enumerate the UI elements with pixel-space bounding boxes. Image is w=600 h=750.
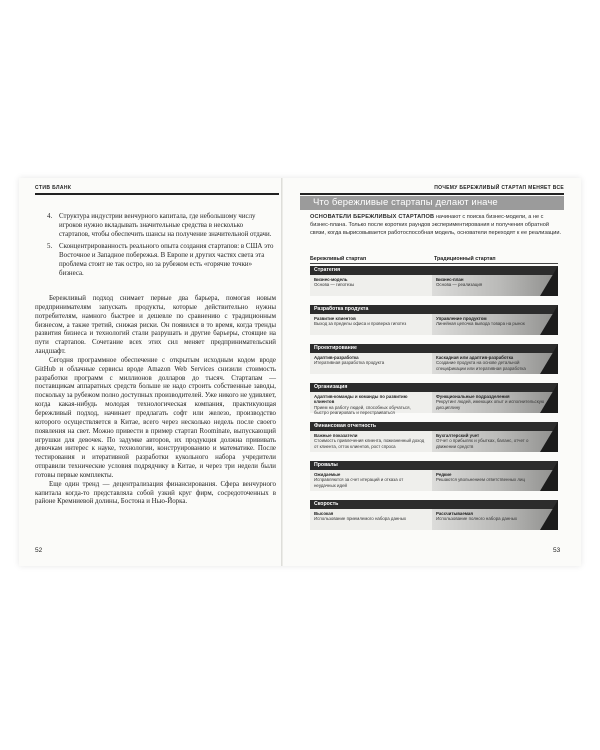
category-label: Провалы	[314, 462, 338, 469]
traditional-cell-text: Линейная цепочка вывода товара на рынок	[436, 321, 525, 327]
lean-cell	[310, 509, 432, 530]
traditional-cell-text: Создание продукта на основе детальной спецификации или итеративная разработка	[436, 360, 526, 371]
lean-cell	[310, 353, 432, 374]
traditional-cell-heading: Управление продуктом	[436, 316, 487, 321]
category-label: Стратегия	[314, 267, 341, 274]
row-corner-notch	[540, 383, 558, 413]
paragraph: Сегодня программное обеспечение с открытым исходным кодом вроде GitHub и облачные сервисы вроде Amazon Web Services снизили стоимость разработки программ с миллионов долларов до тысяч. Стартапам — поставщикам аппаратных средств больше не надо строить собственные заводы, поскольку за рубежом полно доступных производителей. Уже никого не удивляет, когда какая-нибудь молодая технологическая компания, практикующая бережливый подход, начинает предлагать софт или железо, производство которого осуществляется в Китае, всего через несколько недель после своего появления на свет. Можно привести в пример стартап Roominate, выпускающий игрушки для девочек. По задумке авторов, их продукция должна прививать девочкам интерес к науке, технологии, конструированию и математике. После тестирования и итеративной разработки кукольного набора учредители отправили технические условия подрядчику в Китае, и через три недели были готовы первые комплекты.	[35, 356, 276, 479]
traditional-cell-text: Основа — реализация	[436, 282, 483, 288]
category-bar	[310, 461, 558, 470]
category-bar	[310, 344, 558, 353]
left-header-rule	[35, 193, 279, 195]
lean-cell-heading: Развитие клиентов	[314, 316, 356, 321]
lean-cell	[310, 392, 432, 413]
category-label: Финансовая отчетность	[314, 423, 377, 430]
row-corner-notch	[540, 500, 558, 530]
lean-cell-heading: Адаптив-команды и команды по развитию клиентов	[314, 394, 408, 405]
traditional-cell-heading: Бухгалтерский учет	[436, 433, 480, 438]
comparison-row	[310, 266, 558, 296]
column-header-rule	[310, 263, 558, 264]
lean-cell-heading: Ожидаемые	[314, 472, 341, 477]
traditional-cell-text: Использование полного набора данных	[436, 516, 518, 522]
lean-cell-text: Стоимость привлечения клиента, пожизненный доход от клиента, отток клиентов, рост спроса	[314, 438, 425, 449]
row-corner-notch	[540, 305, 558, 335]
section-banner-title: Что бережливые стартапы делают иначе	[313, 197, 498, 208]
right-page-number: 53	[553, 547, 561, 554]
left-page-number: 52	[35, 547, 43, 554]
lean-cell-text: Использование приемлемого набора данных	[314, 516, 407, 522]
category-bar	[310, 500, 558, 509]
left-body-text	[35, 295, 276, 507]
traditional-cell-heading: Рассчитываемая	[436, 511, 473, 516]
right-header-rule	[300, 193, 564, 195]
right-running-head-text: ПОЧЕМУ БЕРЕЖЛИВЫЙ СТАРТАП МЕНЯЕТ ВСЕ	[434, 185, 564, 191]
traditional-cell-text: Решаются увольнением ответственных лиц	[436, 477, 525, 483]
lean-cell-text: Основа — гипотезы	[314, 282, 355, 288]
list-item-text: Сконцентрированность реального опыта создания стартапов: в США это Восточное и Западное побережья. В Европе и других частях света эта проблема стоит не так остро, но за рубежом есть «горячие точки» бизнеса.	[59, 243, 274, 277]
category-bar	[310, 266, 558, 275]
comparison-row	[310, 500, 558, 530]
comparison-row	[310, 422, 558, 452]
traditional-cell-heading: Редкие	[436, 472, 452, 477]
category-bar	[310, 305, 558, 314]
list-item	[47, 242, 275, 278]
category-bar	[310, 383, 558, 392]
right-running-head	[300, 186, 564, 192]
lean-cell-heading: Высокая	[314, 511, 334, 516]
lean-cell	[310, 431, 432, 452]
intro-text: начинают с поиска бизнес-модели, а не с бизнес-плана. Только после коротких раундов экспериментирования и получения обратной связи, когда вырисовывается работоспособная модель, основатели переходят к ее реализации.	[310, 214, 562, 236]
intro-lead-in: ОСНОВАТЕЛИ БЕРЕЖЛИВЫХ СТАРТАПОВ	[310, 214, 435, 220]
lean-cell	[310, 470, 432, 491]
section-banner	[300, 196, 564, 210]
list-item-text: Структура индустрии венчурного капитала, где небольшому числу игроков нужно вкладывать значительные средства в несколько стартапов, чтобы обеспечить шансы на получение значительной отдачи.	[59, 213, 272, 238]
numbered-list	[47, 212, 275, 281]
list-item-number: 5.	[47, 243, 53, 250]
traditional-cell-heading: Каскадная или адаптив-разработка	[436, 355, 514, 360]
comparison-row	[310, 383, 558, 413]
lean-cell-heading: Адаптив-разработка	[314, 355, 359, 360]
lean-cell-text: Выход за пределы офиса и проверка гипотез	[314, 321, 407, 327]
category-label: Проектирование	[314, 345, 357, 352]
list-item	[47, 212, 275, 239]
comparison-row	[310, 344, 558, 374]
list-item-number: 4.	[47, 213, 53, 220]
lean-cell-text: Исправляются за счет итераций и отказа от неудачных идей	[314, 477, 404, 488]
lean-cell-text: Итеративная разработка продукта	[314, 360, 385, 366]
category-label: Скорость	[314, 501, 339, 508]
comparison-row	[310, 461, 558, 491]
row-corner-notch	[540, 266, 558, 296]
lean-cell	[310, 275, 432, 296]
intro-paragraph	[310, 214, 562, 237]
lean-cell-heading: Важные показатели	[314, 433, 358, 438]
comparison-row	[310, 305, 558, 335]
lean-cell	[310, 314, 432, 335]
column-header-traditional: Традиционный стартап	[434, 256, 496, 262]
left-running-head-text: СТИВ БЛАНК	[35, 185, 72, 191]
lean-cell-heading: Бизнес-модель	[314, 277, 348, 282]
row-corner-notch	[540, 344, 558, 374]
category-bar	[310, 422, 558, 431]
column-header-lean: Бережливый стартап	[310, 256, 367, 262]
traditional-cell-text: Отчет о прибылях и убытках, баланс, отчет о движении средств	[436, 438, 529, 449]
row-corner-notch	[540, 461, 558, 491]
traditional-cell-heading: Бизнес-план	[436, 277, 464, 282]
left-running-head	[35, 185, 275, 192]
lean-cell-text: Прием на работу людей, способных обучаться, быстро реагировать и перестраиваться	[314, 404, 411, 415]
category-label: Разработка продукта	[314, 306, 369, 313]
traditional-cell-text: Рекрутинг людей, имеющих опыт и исполнительскую дисциплину	[436, 399, 545, 410]
traditional-cell-heading: Функциональные подразделения	[436, 394, 510, 399]
category-label: Организация	[314, 384, 348, 391]
paragraph: Бережливый подход снимает первые два барьера, помогая новым предпринимателям запускать продукты, которые действительно нужны потребителям, намного быстрее и дешевле по сравнению с традиционным бизнесом, а также третий, снижая риски. Он появился в то время, когда тренды развития бизнеса и технологий стали разрушать и другие барьеры, стоящие на пути стартапов. Сочетание всех этих сил меняет предпринимательский ландшафт.	[35, 295, 276, 356]
book-gutter	[281, 178, 283, 566]
paragraph: Еще один тренд — децентрализация финансирования. Сфера венчурного капитала когда-то представляла собой узкий круг фирм, сосредоточенных в районе Кремниевой долины, Бостона и Нью-Йорка.	[35, 480, 276, 506]
row-corner-notch	[540, 422, 558, 452]
